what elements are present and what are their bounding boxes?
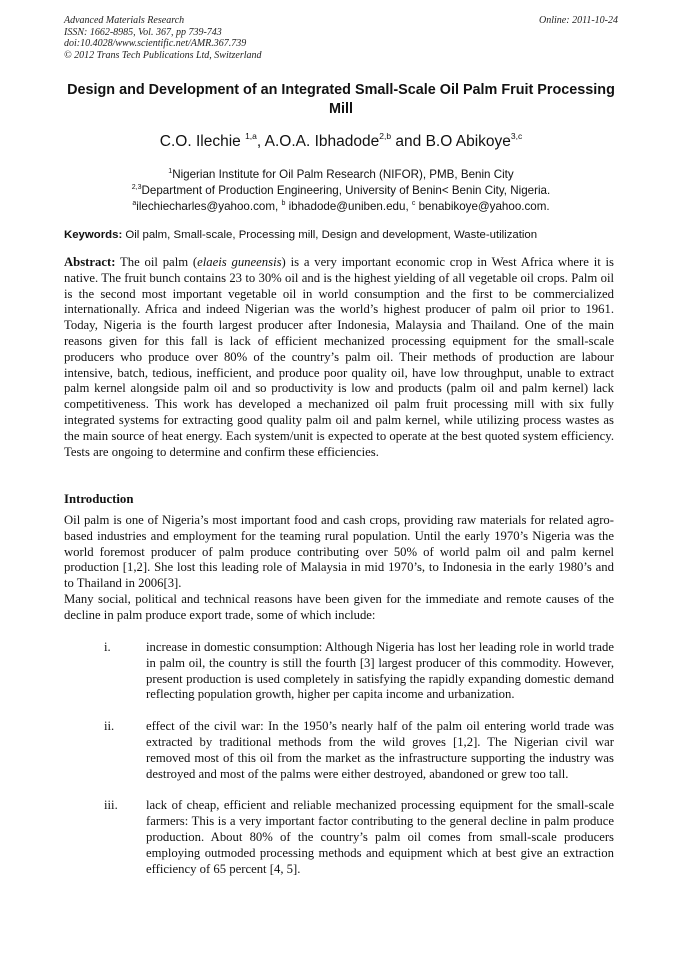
email-c-marker: c [411, 199, 416, 207]
journal-name: Advanced Materials Research [64, 15, 185, 26]
list-item-number: i. [104, 640, 111, 654]
list-item [64, 798, 614, 877]
copyright-line: © 2012 Trans Tech Publications Ltd, Switzerland [64, 49, 262, 61]
email-b-marker: b [281, 199, 286, 207]
affiliation-2 [64, 183, 618, 199]
decline-reasons-list [64, 640, 614, 893]
email-b: ibhadode@uniben.edu, [285, 199, 412, 213]
author-2-affil: 2,b [379, 131, 392, 141]
email-c: benabikoye@yahoo.com. [415, 199, 550, 213]
affiliation-2-text: Department of Production Engineering, University of Benin< Benin City, Nigeria. [141, 183, 551, 197]
paper-title: Design and Development of an Integrated Small-Scale Oil Palm Fruit Processing Mill [67, 82, 615, 117]
doi-line: doi:10.4028/www.scientific.net/AMR.367.739 [64, 38, 247, 49]
affiliation-1-text: Nigerian Institute for Oil Palm Research (NIFOR), PMB, Benin City [172, 168, 514, 181]
intro-paragraph-1: Oil palm is one of Nigeria’s most important food and cash crops, providing raw materials for related agro-based industries and employment for the teaming rural population. Until the early 1970’s Nigeria was the world foremost producer of palm produce contributing over 50% of world palm oil and palm kernel production [1,2]. She lost this leading role of Malaysia in mid 1970’s, to Indonesia in the early 1980’s and to Thailand in 2006[3]. [64, 513, 614, 591]
affiliation-1 [64, 167, 618, 183]
issn-line: ISSN: 1662-8985, Vol. 367, pp 739-743 [64, 26, 222, 38]
online-date: Online: 2011-10-24 [539, 15, 618, 26]
list-item [64, 719, 614, 782]
introduction-heading: Introduction [64, 492, 134, 506]
abstract-label: Abstract: [64, 255, 116, 269]
author-1-affil: 1,a [245, 131, 257, 141]
author-emails [64, 199, 618, 215]
email-a-marker: a [132, 199, 137, 207]
affiliation-1-marker: 1 [168, 168, 173, 175]
abstract-species-name: elaeis guneensis [197, 255, 282, 269]
email-a: ilechiecharles@yahoo.com, [136, 199, 282, 213]
list-item-text: effect of the civil war: In the 1950’s nearly half of the palm oil entering world trade was extracted by traditional methods from the wild groves [1,2]. The Nigerian civil war removed most of this oil from the market as the infrastructure supporting the industry was destroyed and most of the palms were either destroyed, abandoned or grew too tall. [146, 719, 614, 781]
keywords-label: Keywords: [64, 229, 123, 241]
author-1: C.O. Ilechie [159, 133, 246, 150]
list-item-number: iii. [104, 798, 118, 813]
list-item-text: increase in domestic consumption: Although Nigeria has lost her leading role in world trade in palm oil, the country is still the fourth [3] largest producer of this commodity. However, present production is used completely in satisfying the rapidly expanding domestic demand reflecting population growth, higher per capita income and urbanization. [146, 640, 614, 702]
affiliation-2-marker: 2,3 [131, 183, 142, 191]
abstract-text: ) is a very important economic crop in West Africa where it is native. The fruit bunch contains 23 to 30% oil and is the highest yielding of all vegetable oil crops. Palm oil is the second most important vegetable oil in world consumption and the first to be commercialized internationally. Africa and indeed Nigerian was the world’s highest producer of palm oil prior to 1961. Today, Nigeria is the fourth largest producer after Indonesia, Malaysia and Thailand. One of the main reasons given for this fall is lack of efficient mechanized processing equipment for the small-scale producers who produce over 80% of the country’s palm oil. Their methods of production are labour intensive, batch, tedious, inefficient, and produce poor quality oil, have low throughput, unable to extract palm kernel alongside palm oil and so productivity is low and products (palm oil and palm kernel) lack competitiveness. This work has developed a mechanized oil palm fruit processing mill with six fully integrated systems for extracting good quality palm oil and palm kernel, while utilizing process wastes as the main source of heat energy. Each system/unit is expected to operate at the best quoted system efficiency. Tests are ongoing to determine and confirm these efficiencies. [64, 255, 614, 459]
keywords [64, 228, 618, 243]
author-separator: , [256, 133, 265, 150]
affiliations [64, 167, 618, 214]
keywords-text: Oil palm, Small-scale, Processing mill, Design and development, Waste-utilization [122, 229, 538, 241]
journal-header [64, 15, 618, 61]
author-3-affil: 3,c [510, 131, 523, 141]
author-3: B.O Abikoye [425, 133, 511, 150]
list-item [64, 640, 614, 703]
abstract [64, 255, 614, 460]
list-item-number: ii. [104, 719, 115, 734]
introduction-body [64, 513, 614, 624]
author-list [64, 132, 618, 152]
author-2: A.O.A. Ibhadode [264, 133, 380, 150]
intro-paragraph-2: Many social, political and technical reasons have been given for the immediate and remote causes of the decline in palm produce export trade, some of which include: [64, 591, 614, 622]
author-separator-and: and [391, 133, 426, 150]
abstract-text-pre: The oil palm ( [115, 255, 198, 269]
list-item-text: lack of cheap, efficient and reliable mechanized processing equipment for the small-scale farmers: This is a very important factor contributing to the general decline in palm produce production. About 80% of the country’s palm oil comes from small-scale producers employing outmoded processing methods and equipment which at best give an extraction efficiency of 65 percent [4, 5]. [146, 798, 614, 876]
